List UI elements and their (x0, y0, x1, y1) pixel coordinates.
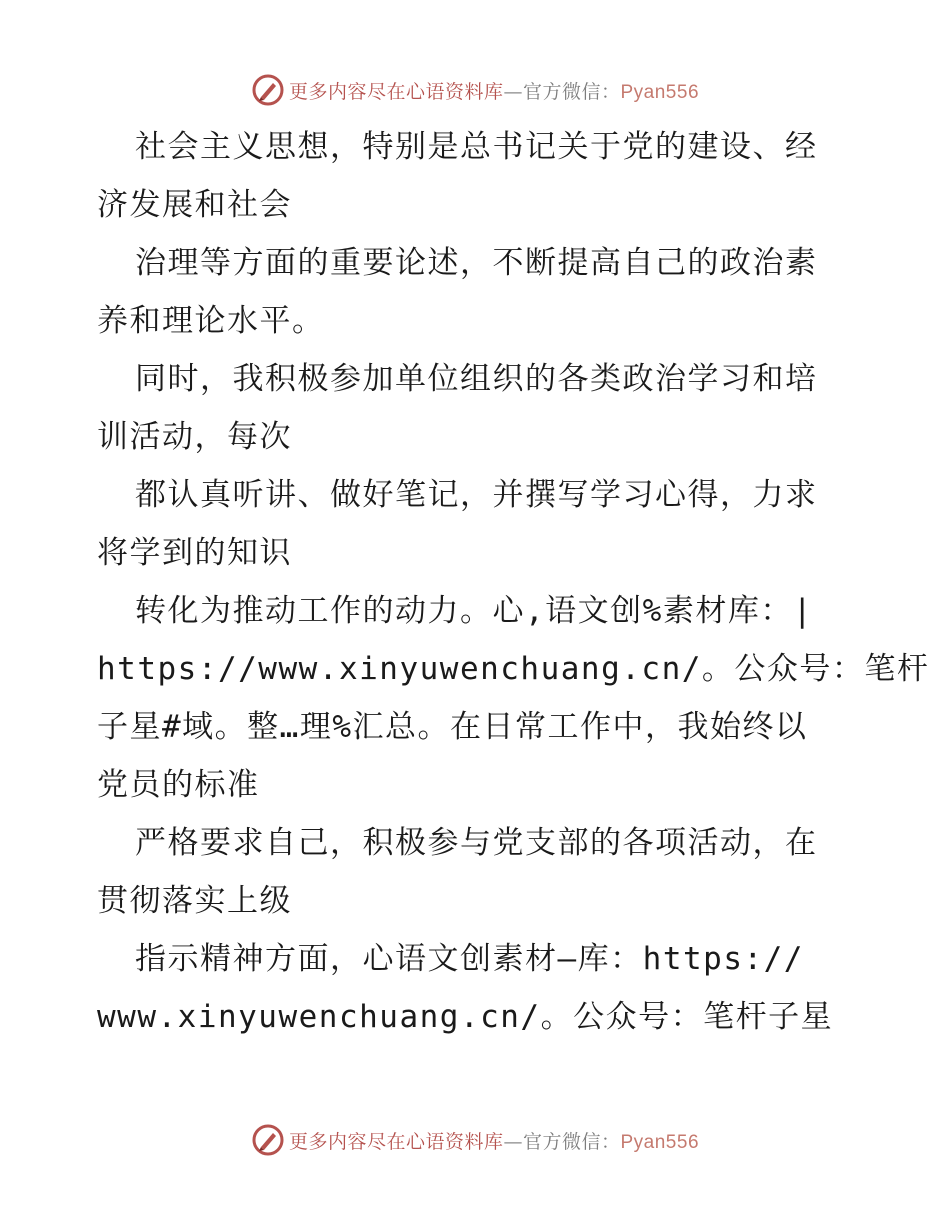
banner-separator: — (503, 80, 523, 103)
banner-brand: 更多内容尽在心语资料库 (288, 1130, 504, 1153)
text-line-4: 养和理论水平。 (97, 303, 325, 339)
banner-separator: — (503, 1130, 523, 1153)
banner-label: 官方微信： (522, 80, 621, 103)
pen-seal-icon (251, 1123, 285, 1157)
text-line-5: 同时，我积极参加单位组织的各类政治学习和培 (135, 361, 818, 397)
banner-label: 官方微信： (522, 1130, 621, 1153)
banner-wechat-id: Pyan556 (620, 81, 700, 103)
text-line-16: www.xinyuwenchuang.cn/。公众号：笔杆子星 (97, 999, 834, 1035)
text-line-2: 济发展和社会 (97, 187, 292, 223)
text-line-3: 治理等方面的重要论述，不断提高自己的政治素 (135, 245, 818, 281)
text-line-8: 将学到的知识 (97, 535, 292, 571)
header-banner (0, 72, 950, 108)
text-line-14: 贯彻落实上级 (97, 883, 292, 919)
banner-wechat-id: Pyan556 (620, 1131, 700, 1153)
text-line-1: 社会主义思想，特别是总书记关于党的建设、经 (135, 129, 818, 165)
text-line-15: 指示精神方面，心语文创素材—库：https:// (135, 941, 804, 977)
footer-banner (0, 1122, 950, 1158)
banner-brand: 更多内容尽在心语资料库 (288, 80, 504, 103)
text-line-9: 转化为推动工作的动力。心,语文创%素材库：| (135, 593, 813, 629)
banner-text (289, 77, 699, 104)
text-line-6: 训活动，每次 (97, 419, 292, 455)
text-line-12: 党员的标准 (97, 767, 260, 803)
banner-text (289, 1127, 699, 1154)
document-body (97, 118, 930, 1046)
text-line-10: https://www.xinyuwenchuang.cn/。公众号：笔杆 (97, 651, 930, 687)
text-line-7: 都认真听讲、做好笔记，并撰写学习心得，力求 (135, 477, 818, 513)
pen-seal-icon (251, 73, 285, 107)
text-line-11: 子星#域。整…理%汇总。在日常工作中，我始终以 (97, 709, 808, 745)
text-line-13: 严格要求自己，积极参与党支部的各项活动，在 (135, 825, 818, 861)
